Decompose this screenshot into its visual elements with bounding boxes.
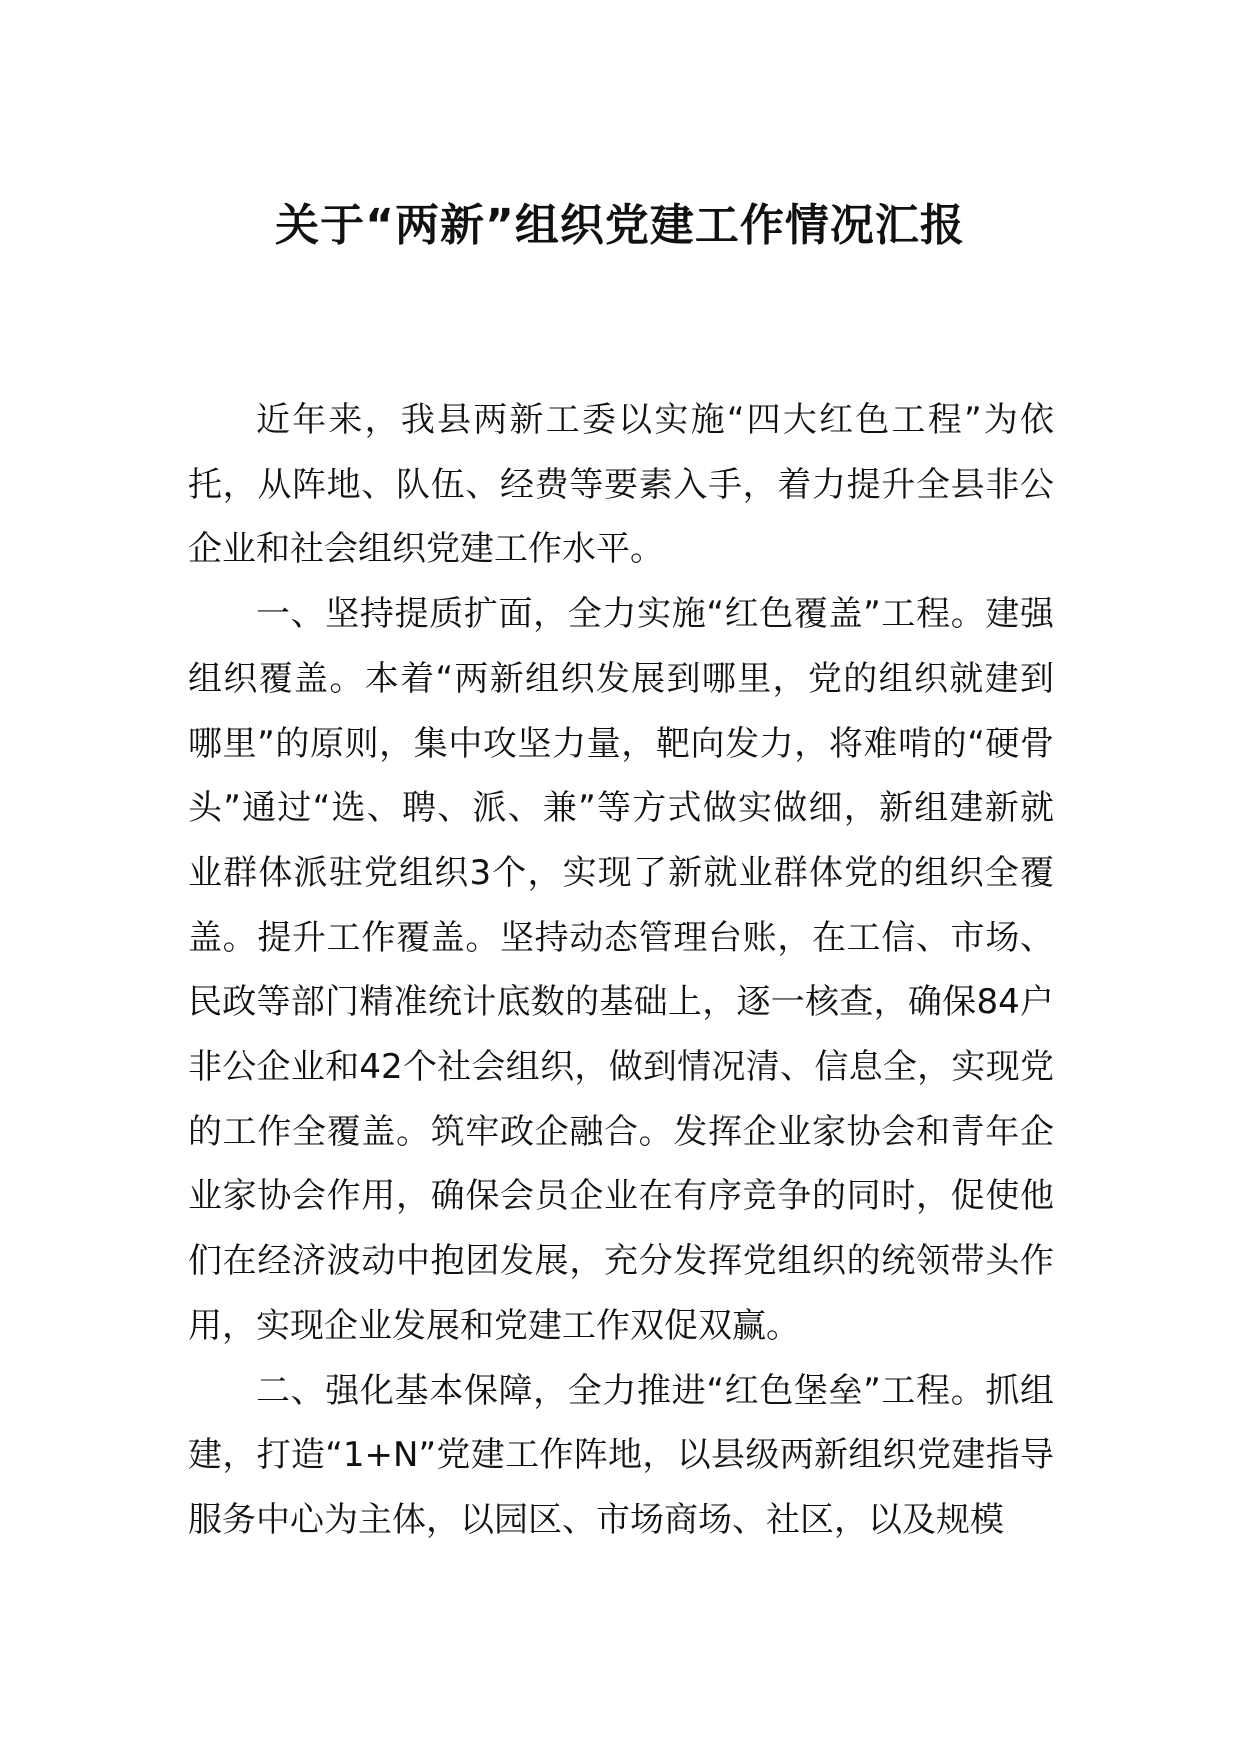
paragraph-intro: 近年来，我县两新工委以实施“四大红色工程”为依托，从阵地、队伍、经费等要素入手，着力提升全县非公企业和社会组织党建工作水平。 [188,400,1054,570]
paragraph-section-2: 二、强化基本保障，全力推进“红色堡垒”工程。抓组建，打造“1+N”党建工作阵地，以县级两新组织党建指导服务中心为主体，以园区、市场商场、社区，以及规模 [188,1370,1054,1540]
document-title: 关于“两新”组织党建工作情况汇报 [275,200,965,251]
document-body [188,388,1054,1553]
paragraph-section-1: 一、坚持提质扩面，全力实施“红色覆盖”工程。建强组织覆盖。本着“两新组织发展到哪里，党的组织就建到哪里”的原则，集中攻坚力量，靶向发力，将难啃的“硬骨头”通过“选、聘、派、兼”等方式做实做细，新组建新就业群体派驻党组织3个，实现了新就业群体党的组织全覆盖。提升工作覆盖。坚持动态管理台账，在工信、市场、民政等部门精准统计底数的基础上，逐一核查，确保84户非公企业和42个社会组织，做到情况清、信息全，实现党的工作全覆盖。筑牢政企融合。发挥企业家协会和青年企业家协会作用，确保会员企业在有序竞争的同时，促使他们在经济波动中抱团发展，充分发挥党组织的统领带头作用，实现企业发展和党建工作双促双赢。 [188,594,1054,1346]
